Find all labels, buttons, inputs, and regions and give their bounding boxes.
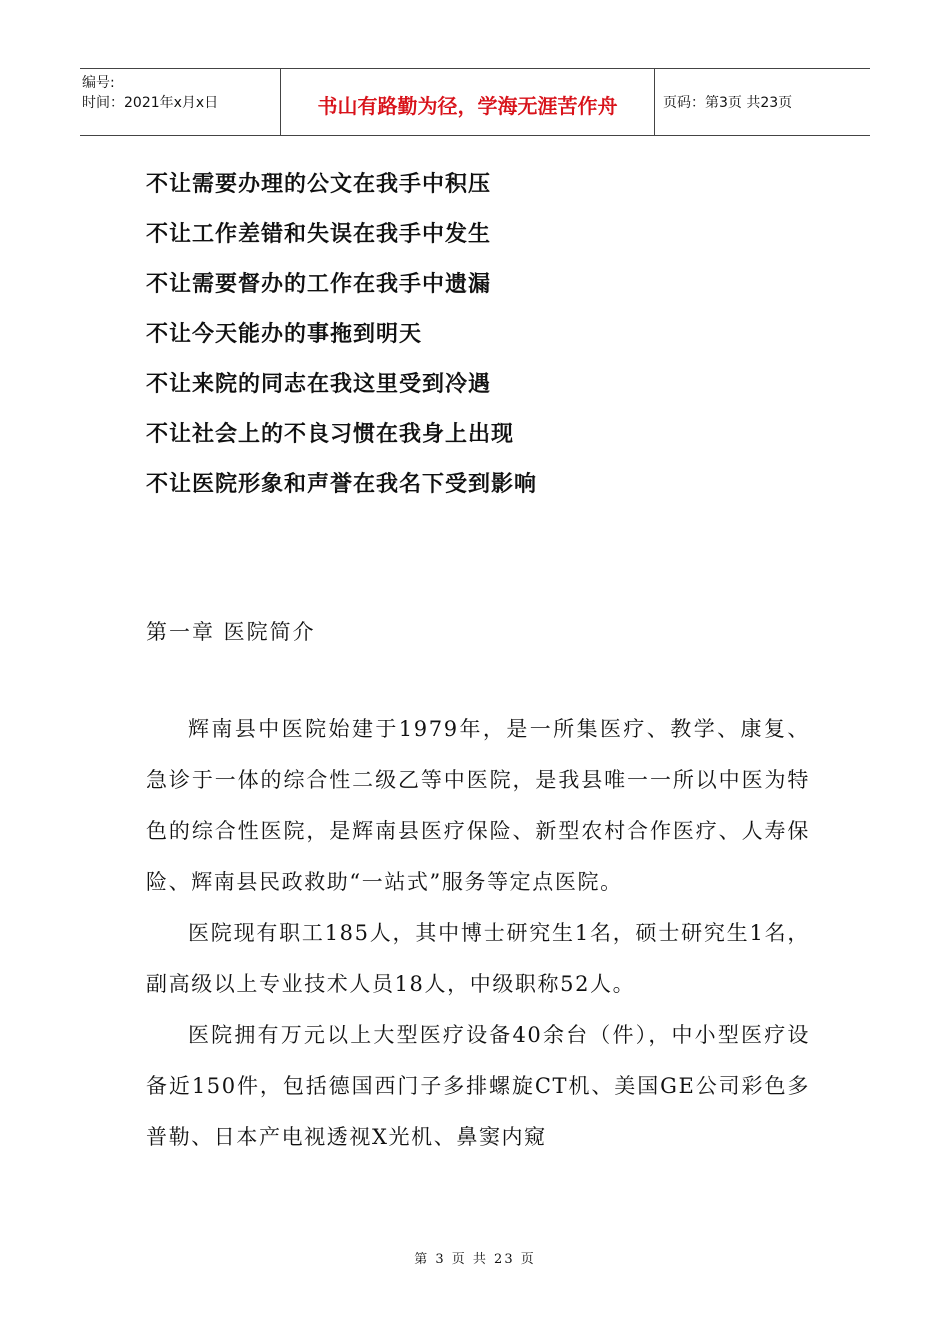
document-time-label: 时间：2021年x月x日: [82, 95, 219, 111]
body-paragraph: 医院拥有万元以上大型医疗设备40余台（件），中小型医疗设备近150件，包括德国西门子多排螺旋CT机、美国GE公司彩色多普勒、日本产电视透视X光机、鼻窦内窥: [146, 1023, 810, 1149]
document-number-label: 编号:: [82, 75, 115, 91]
page-header: [80, 68, 870, 136]
body-paragraph: 医院现有职工185人，其中博士研究生1名，硕士研究生1名，副高级以上专业技术人员18人，中级职称52人。: [146, 921, 810, 996]
slogan-list: [146, 166, 537, 516]
chapter-body: [146, 704, 810, 1163]
slogan-item: 不让社会上的不良习惯在我身上出现: [146, 421, 515, 447]
slogan-item: 不让需要办理的公文在我手中积压: [146, 171, 492, 197]
slogan-item: 不让今天能办的事拖到明天: [146, 321, 423, 347]
chapter-title: 第一章 医院简介: [146, 620, 316, 644]
slogan-item: 不让工作差错和失误在我手中发生: [146, 221, 492, 247]
header-meta: [80, 69, 281, 135]
slogan-item: 不让来院的同志在我这里受到冷遇: [146, 371, 492, 397]
page-footer: 第 3 页 共 23 页: [414, 1252, 536, 1267]
header-page-info: 页码：第3页 共23页: [663, 95, 793, 111]
body-paragraph: 辉南县中医院始建于1979年，是一所集医疗、教学、康复、急诊于一体的综合性二级乙等中医院，是我县唯一一所以中医为特色的综合性医院，是辉南县医疗保险、新型农村合作医疗、人寿保险、辉南县民政救助“一站式”服务等定点医院。: [146, 717, 810, 894]
header-motto: 书山有路勤为径，学海无涯苦作舟: [281, 69, 655, 135]
slogan-item: 不让需要督办的工作在我手中遗漏: [146, 271, 492, 297]
slogan-item: 不让医院形象和声誉在我名下受到影响: [146, 471, 538, 497]
